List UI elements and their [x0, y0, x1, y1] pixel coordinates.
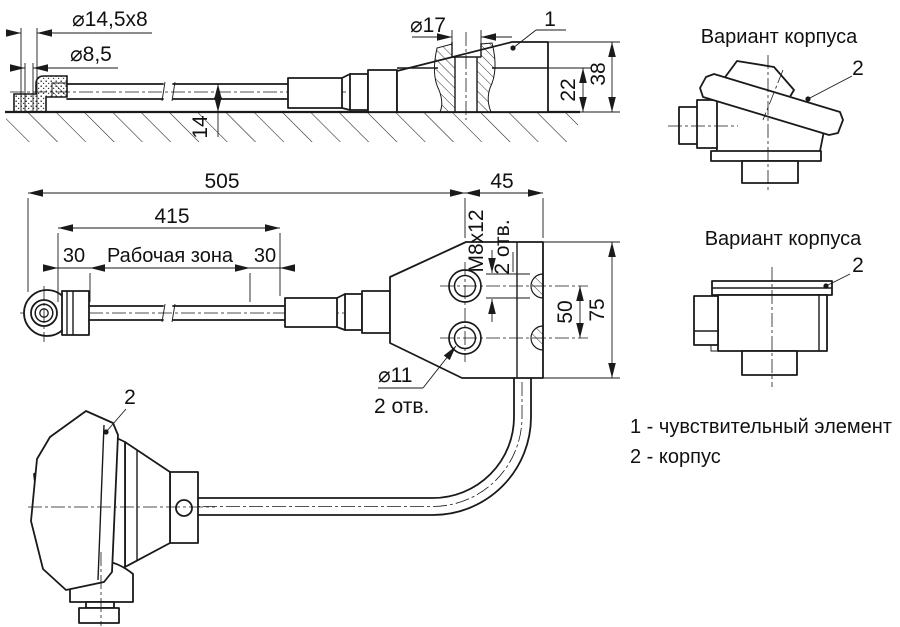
thread-spec-label: M8x12: [465, 209, 488, 273]
sensor-body-side: [397, 42, 548, 112]
dim-d17: [410, 14, 512, 43]
sensor-tube-side: [67, 82, 288, 101]
head-side-flange: [170, 472, 198, 543]
dim-50-75: [543, 242, 620, 378]
sleeve: [288, 78, 342, 108]
thread-holes-label: 2 отв.: [491, 219, 514, 275]
dim-h14-label: 14: [189, 115, 212, 139]
sleeve-main: [285, 298, 337, 327]
main-view: [20, 170, 620, 626]
housing-variant-2-title: Вариант корпуса: [704, 228, 862, 250]
dim-d17-label: ⌀17: [409, 14, 447, 37]
callout-variant1-label: 2: [852, 57, 864, 80]
callout-variant2-label: 2: [852, 254, 864, 277]
head-cone: [125, 442, 170, 567]
ground-hatch: [6, 112, 578, 142]
dim-h22-label: 22: [557, 78, 580, 102]
callout-housing-label: 2: [124, 386, 136, 409]
housing-variant-1-title: Вариант корпуса: [700, 26, 858, 48]
variant2-connector: [694, 296, 718, 345]
working-zone-label: Рабочая зона: [106, 245, 234, 267]
legend: [630, 416, 892, 468]
top-view-installed: [5, 8, 620, 142]
dim-height-label: 75: [586, 298, 609, 322]
dim-d85-label: ⌀8,5: [70, 43, 112, 66]
dim-h38-label: 38: [587, 62, 610, 86]
eyelet-tip: [24, 286, 89, 342]
dim-head-label: 45: [490, 170, 514, 193]
dim-immersion-label: 415: [154, 205, 190, 228]
dim-d145-label: ⌀14,5x8: [72, 8, 148, 31]
variant1-nipple: [742, 161, 798, 183]
legend-item-2: 2 - корпус: [630, 446, 721, 468]
housing-variant-1: [668, 26, 864, 192]
legend-item-1: 1 - чувствительный элемент: [630, 416, 892, 438]
hole-count-label: 2 отв.: [374, 395, 430, 418]
callout-sensor-label: 1: [544, 8, 556, 31]
connection-head: [28, 411, 215, 626]
dim-h22-h38: [548, 42, 620, 112]
variant1-connector-inner: [697, 100, 717, 148]
dim-d85: [12, 43, 118, 68]
callout-variant1: [805, 57, 863, 102]
variant2-box: [718, 295, 827, 351]
head-tilted-cap: [31, 411, 118, 590]
hole-dia-label: ⌀11: [378, 364, 413, 387]
variant2-nipple: [742, 351, 797, 375]
tube-end-section: [52, 83, 67, 97]
dim-zone-right-label: 30: [253, 245, 277, 267]
variant1-connector-outer: [679, 107, 699, 144]
variant1-base: [711, 151, 821, 161]
dim-total-label: 505: [204, 170, 240, 193]
dim-d145: [8, 8, 152, 33]
cable: [195, 378, 531, 515]
head-gland-nut: [79, 608, 119, 623]
housing-variant-2: [694, 228, 864, 387]
dim-zone-left-label: 30: [62, 245, 86, 267]
dim-spacing-label: 50: [554, 300, 577, 324]
